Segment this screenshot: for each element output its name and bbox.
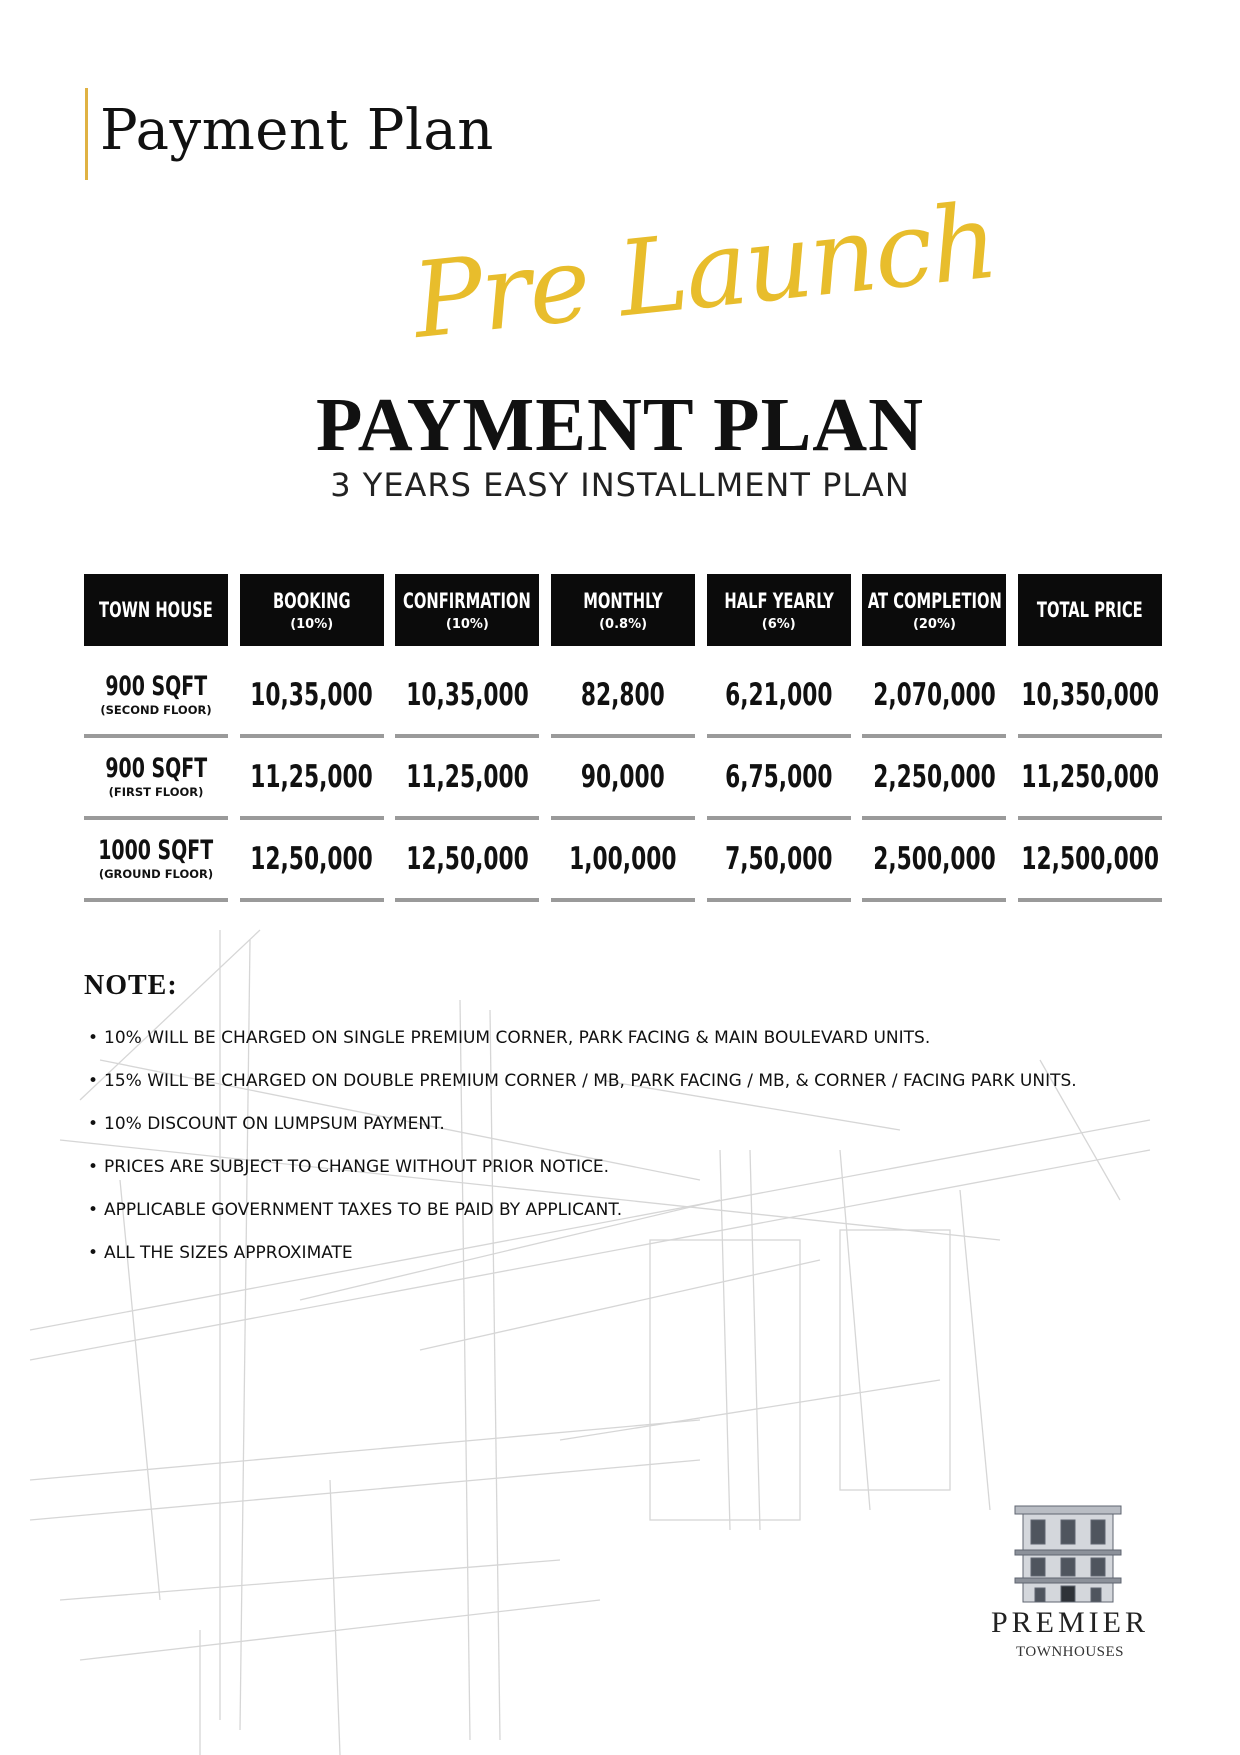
- cell-value: 11,25,000: [406, 759, 529, 795]
- row-1-at-completion: [862, 656, 1006, 738]
- row-2-total-price: [1018, 738, 1162, 820]
- bullet-icon: •: [88, 1243, 99, 1263]
- header-label: TOWN HOUSE: [99, 598, 213, 622]
- header-percent: (20%): [912, 616, 956, 632]
- cell-value: 82,800: [581, 677, 666, 713]
- note-text: 15% WILL BE CHARGED ON DOUBLE PREMIUM CORNER / MB, PARK FACING / MB, & CORNER / FACING PARK UNITS.: [104, 1071, 1077, 1091]
- header-percent: (10%): [290, 616, 334, 632]
- bullet-icon: •: [88, 1114, 99, 1134]
- note-item: [88, 1026, 1077, 1069]
- bullet-icon: •: [88, 1028, 99, 1048]
- row-2-town-house: [84, 738, 228, 820]
- row-3-booking: [240, 820, 384, 902]
- unit-floor: (SECOND FLOOR): [100, 703, 212, 717]
- row-1-town-house: [84, 656, 228, 738]
- sub-heading: 3 YEARS EASY INSTALLMENT PLAN: [330, 466, 910, 504]
- unit-size: 1000 SQFT: [98, 835, 214, 866]
- row-1-monthly: [551, 656, 695, 738]
- cell-value: 11,25,000: [250, 759, 373, 795]
- header-town-house: [84, 574, 228, 646]
- title-accent-bar: [85, 88, 88, 180]
- bullet-icon: •: [88, 1071, 99, 1091]
- cell-value: 2,500,000: [873, 841, 996, 877]
- page-title: Payment Plan: [100, 98, 494, 163]
- cell-value: 1,00,000: [569, 841, 677, 877]
- note-text: ALL THE SIZES APPROXIMATE: [104, 1243, 353, 1263]
- row-2-half-yearly: [707, 738, 851, 820]
- note-item: [88, 1112, 1077, 1155]
- header-label: HALF YEARLY: [724, 588, 834, 613]
- header-percent: (10%): [445, 616, 489, 632]
- notes-list: [88, 1026, 1077, 1284]
- cell-value: 6,75,000: [725, 759, 833, 795]
- note-text: PRICES ARE SUBJECT TO CHANGE WITHOUT PRIOR NOTICE.: [104, 1157, 610, 1177]
- script-title: [400, 179, 1002, 382]
- header-total-price: [1018, 574, 1162, 646]
- row-3-total-price: [1018, 820, 1162, 902]
- row-2-at-completion: [862, 738, 1006, 820]
- header-label: BOOKING: [272, 588, 351, 613]
- header-percent: (0.8%): [599, 616, 648, 632]
- script-title-text: Pre Launch: [407, 179, 1002, 362]
- note-heading: NOTE:: [84, 970, 178, 1001]
- row-1-booking: [240, 656, 384, 738]
- row-3-confirmation: [395, 820, 539, 902]
- payment-plan-table: [84, 574, 1158, 902]
- header-percent: (6%): [761, 616, 796, 632]
- row-3-half-yearly: [707, 820, 851, 902]
- header-label: MONTHLY: [583, 588, 663, 613]
- note-text: APPLICABLE GOVERNMENT TAXES TO BE PAID BY APPLICANT.: [104, 1200, 623, 1220]
- cell-value: 10,35,000: [250, 677, 373, 713]
- cell-value: 7,50,000: [725, 841, 833, 877]
- header-label: AT COMPLETION: [867, 588, 1002, 613]
- cell-value: 12,500,000: [1021, 841, 1159, 877]
- cell-value: 10,350,000: [1021, 677, 1159, 713]
- cell-value: 10,35,000: [406, 677, 529, 713]
- cell-value: 6,21,000: [725, 677, 833, 713]
- header-monthly: [551, 574, 695, 646]
- unit-size: 900 SQFT: [105, 671, 207, 702]
- header-at-completion: [862, 574, 1006, 646]
- header-half-yearly: [707, 574, 851, 646]
- cell-value: 12,50,000: [406, 841, 529, 877]
- header-label: CONFIRMATION: [403, 588, 532, 613]
- townhouse-logo-icon: [985, 1500, 1155, 1700]
- brand-name: PREMIER: [990, 1606, 1150, 1639]
- header-confirmation: [395, 574, 539, 646]
- row-1-half-yearly: [707, 656, 851, 738]
- unit-floor: (GROUND FLOOR): [98, 867, 214, 881]
- header-booking: [240, 574, 384, 646]
- unit-size: 900 SQFT: [105, 753, 207, 784]
- cell-value: 11,250,000: [1021, 759, 1159, 795]
- note-text: 10% WILL BE CHARGED ON SINGLE PREMIUM CORNER, PARK FACING & MAIN BOULEVARD UNITS.: [104, 1028, 931, 1048]
- row-3-monthly: [551, 820, 695, 902]
- header-label: TOTAL PRICE: [1037, 598, 1144, 622]
- note-text: 10% DISCOUNT ON LUMPSUM PAYMENT.: [104, 1114, 445, 1134]
- brand-subtitle: TOWNHOUSES: [1015, 1644, 1125, 1660]
- cell-value: 90,000: [581, 759, 666, 795]
- main-heading: PAYMENT PLAN: [315, 383, 925, 467]
- row-2-confirmation: [395, 738, 539, 820]
- row-1-confirmation: [395, 656, 539, 738]
- bullet-icon: •: [88, 1200, 99, 1220]
- row-2-booking: [240, 738, 384, 820]
- row-3-at-completion: [862, 820, 1006, 902]
- cell-value: 12,50,000: [250, 841, 373, 877]
- note-item: [88, 1069, 1077, 1112]
- cell-value: 2,250,000: [873, 759, 996, 795]
- cell-value: 2,070,000: [873, 677, 996, 713]
- row-3-town-house: [84, 820, 228, 902]
- bullet-icon: •: [88, 1157, 99, 1177]
- row-2-monthly: [551, 738, 695, 820]
- note-item: [88, 1241, 1077, 1284]
- unit-floor: (FIRST FLOOR): [108, 785, 204, 799]
- note-item: [88, 1198, 1077, 1241]
- row-1-total-price: [1018, 656, 1162, 738]
- note-item: [88, 1155, 1077, 1198]
